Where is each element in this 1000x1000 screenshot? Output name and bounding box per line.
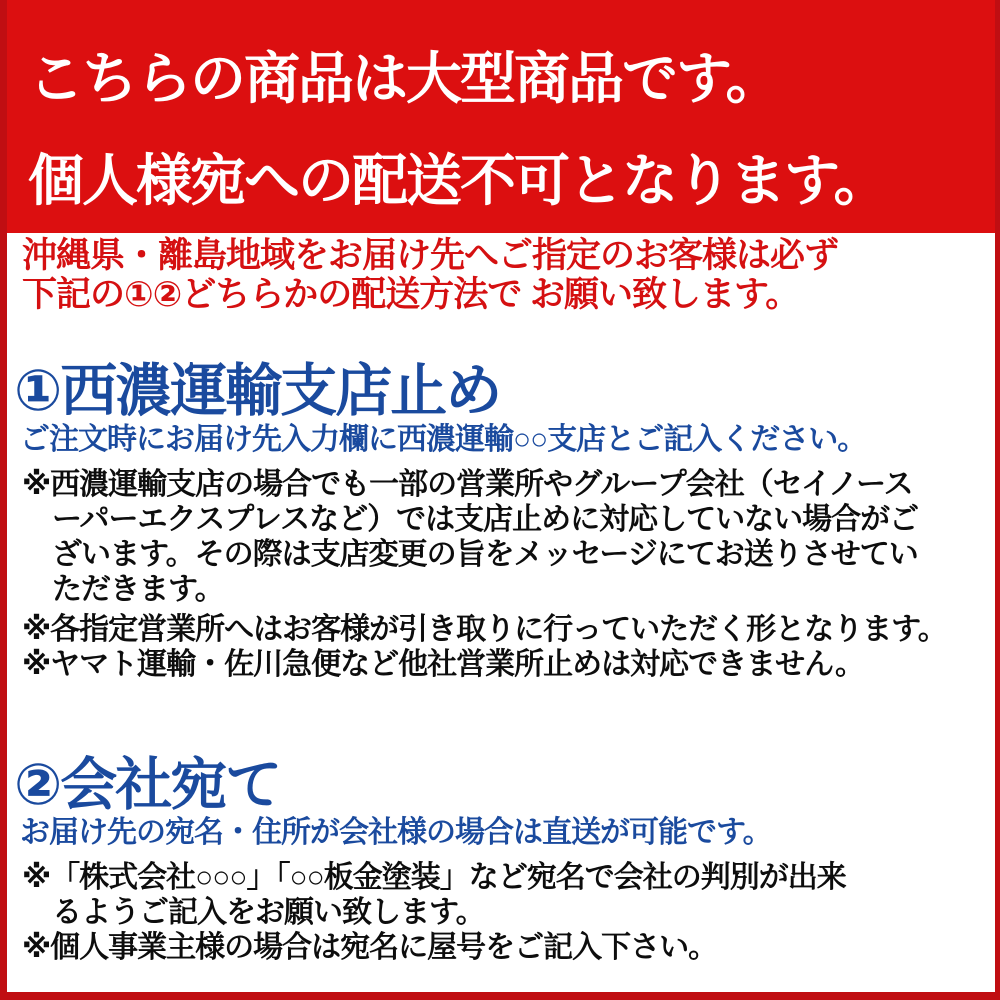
bottom-red-bar [0, 992, 1000, 1000]
right-red-border [995, 0, 1000, 1000]
banner-line-no-individual-delivery: 個人様宛への配送不可となります。 [28, 149, 888, 212]
okinawa-notice-line-2: 下記の①②どちらかの配送方法で お願い致します。 [22, 275, 800, 314]
seino-note-line: ーパーエクスプレスなど）では支店止めに対応していない場合がご [52, 503, 919, 536]
company-note-line: るようご記入をお願い致します。 [52, 896, 485, 929]
seino-note-line: ただきます。 [52, 573, 224, 606]
banner-line-large-item: こちらの商品は大型商品です。 [28, 47, 780, 110]
company-section-heading: ②会社宛て [14, 753, 281, 817]
seino-note-line: ざいます。その際は支店変更の旨をメッセージにてお送りさせてい [52, 538, 918, 571]
okinawa-notice-line-1: 沖縄県・離島地域をお届け先へご指定のお客様は必ず [22, 236, 839, 275]
company-note-line: ※「株式会社○○○」「○○板金塗装」など宛名で会社の判別が出来 [22, 861, 846, 894]
seino-note-other-carriers: ※ヤマト運輸・佐川急便など他社営業所止めは対応できません。 [22, 648, 864, 681]
seino-section-subheading: ご注文時にお届け先入力欄に西濃運輸○○支店とご記入ください。 [20, 423, 867, 456]
company-note-sole-proprietor: ※個人事業主様の場合は宛名に屋号をご記入下さい。 [22, 931, 718, 964]
seino-note-line: ※西濃運輸支店の場合でも一部の営業所やグループ会社（セイノース [22, 468, 913, 501]
top-banner [0, 0, 1000, 233]
seino-section-heading: ①西濃運輸支店止め [14, 359, 501, 423]
left-red-border [0, 0, 7, 1000]
seino-note-pickup: ※各指定営業所へはお客様が引き取りに行っていただく形となります。 [22, 613, 947, 646]
company-section-subheading: お届け先の宛名・住所が会社様の場合は直送が可能です。 [20, 816, 772, 849]
